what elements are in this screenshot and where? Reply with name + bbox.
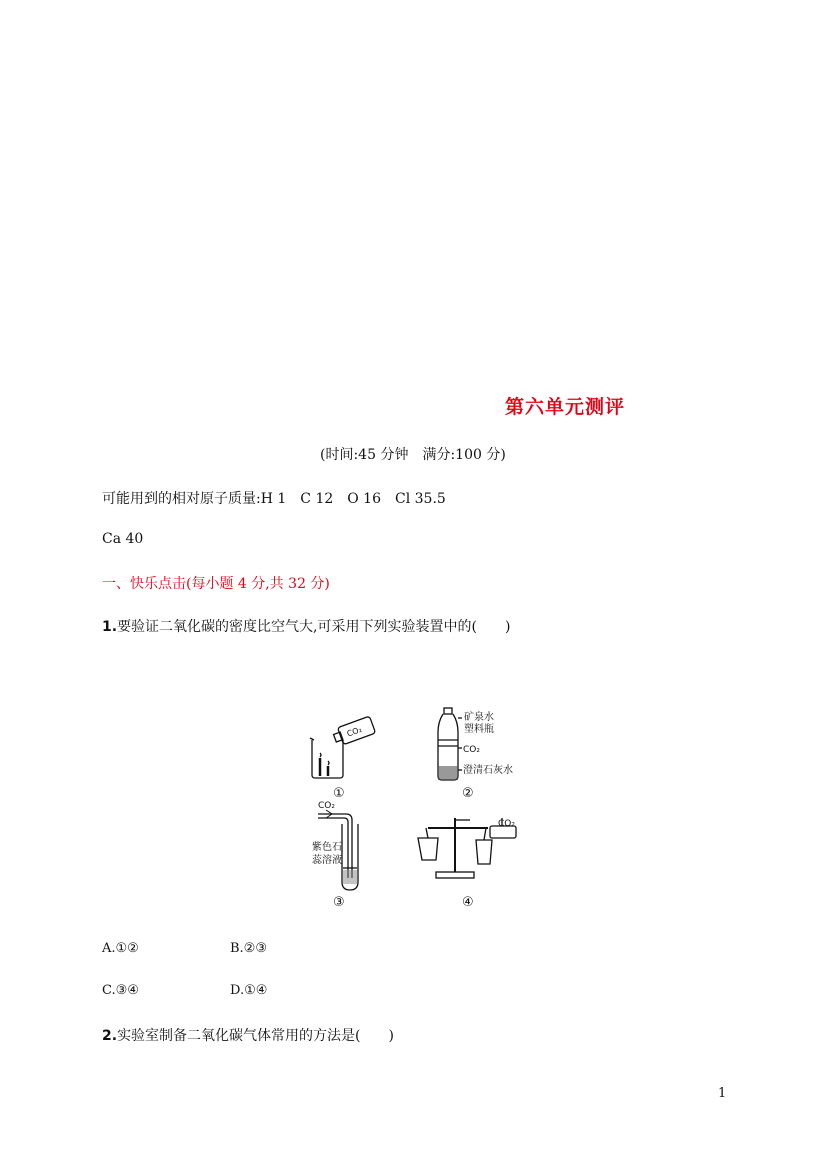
page-number: 1 bbox=[718, 1086, 727, 1101]
figure-label-1: ① bbox=[333, 786, 345, 801]
figure-label-3: ③ bbox=[333, 895, 345, 910]
atomic-mass-line2: Ca 40 bbox=[102, 531, 144, 547]
time-info: (时间:45 分钟 满分:100 分) bbox=[320, 447, 506, 463]
bottle-label-top: 矿泉水 bbox=[464, 712, 494, 723]
apparatus-2 bbox=[438, 708, 462, 780]
tube-liquid-label-1: 紫色石 bbox=[312, 842, 342, 853]
figure-label-4: ④ bbox=[462, 895, 474, 910]
balance-gas-label: CO₂ bbox=[498, 819, 515, 829]
option-b: B.②③ bbox=[230, 941, 267, 956]
question-2-number: 2. bbox=[102, 1028, 118, 1044]
page-title: 第六单元测评 bbox=[505, 396, 626, 418]
experiment-figure bbox=[300, 700, 530, 915]
option-a: A.①② bbox=[102, 941, 139, 956]
bottle-label-mid: 塑料瓶 bbox=[464, 724, 494, 735]
atomic-mass-line1: 可能用到的相对原子质量:H 1 C 12 O 16 Cl 35.5 bbox=[102, 491, 446, 507]
question-2-text: 实验室制备二氧化碳气体常用的方法是( ) bbox=[117, 1028, 394, 1044]
bottle-label-gas: CO₂ bbox=[463, 745, 480, 755]
section-heading: 一、快乐点击(每小题 4 分,共 32 分) bbox=[102, 576, 330, 592]
question-1-text: 要验证二氧化碳的密度比空气大,可采用下列实验装置中的( ) bbox=[117, 619, 511, 635]
question-2 bbox=[102, 1025, 394, 1045]
option-d: D.①④ bbox=[230, 983, 268, 998]
figure-label-2: ② bbox=[462, 786, 474, 801]
bottle-label-liquid: 澄清石灰水 bbox=[463, 765, 513, 776]
question-1-number: 1. bbox=[102, 619, 118, 635]
apparatus-1 bbox=[310, 716, 376, 778]
co2-box-label: CO₂ bbox=[345, 724, 364, 739]
question-1 bbox=[102, 616, 510, 636]
option-c: C.③④ bbox=[102, 983, 139, 998]
tube-liquid-label-2: 蕊溶液 bbox=[312, 855, 342, 866]
tube-gas-label: CO₂ bbox=[318, 801, 335, 811]
